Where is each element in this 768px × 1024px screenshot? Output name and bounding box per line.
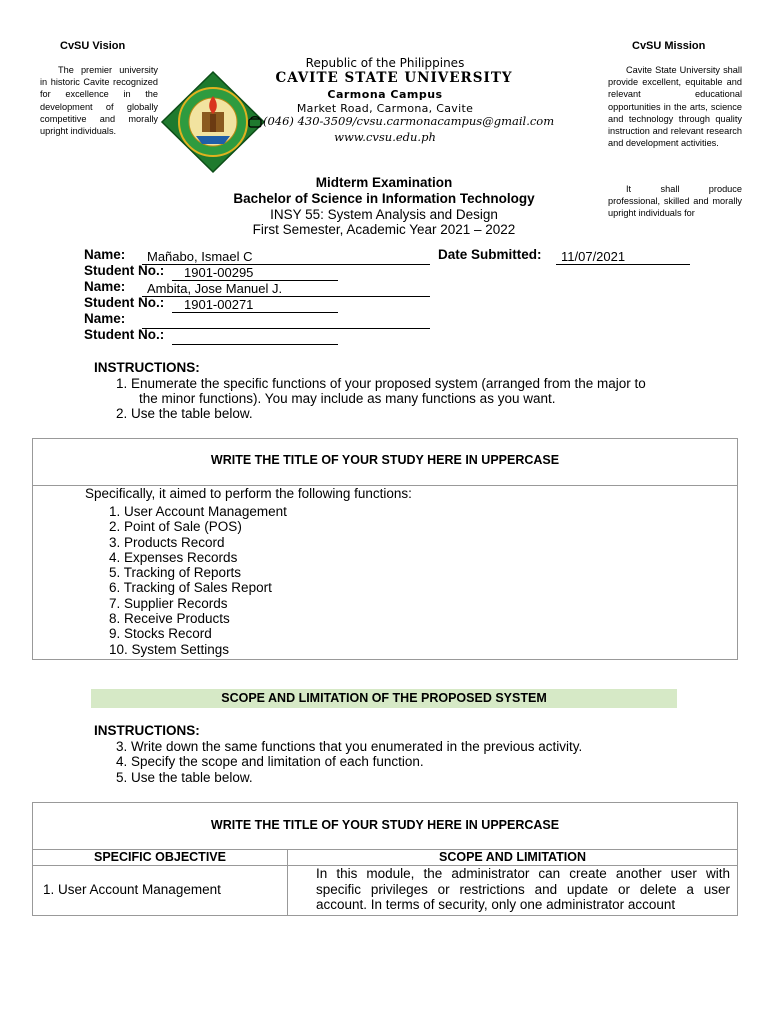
studno-label-1: Student No.: bbox=[84, 263, 165, 278]
functions-table bbox=[32, 438, 738, 660]
list-item: 1. User Account Management bbox=[109, 504, 287, 519]
functions-intro: Specifically, it aimed to perform the following functions: bbox=[85, 486, 412, 501]
mission-text-2: It shall produce professional, skilled and morally upright individuals for bbox=[608, 184, 742, 219]
instruction-5: 5. Use the table below. bbox=[116, 770, 253, 785]
mission-text-1: Cavite State University shall provide excellent, equitable and relevant educational opportunities in the arts, science and technology through quality instruction and relevant research and development activities. bbox=[608, 65, 742, 149]
course-title: INSY 55: System Analysis and Design bbox=[270, 207, 498, 222]
scope-table bbox=[32, 802, 738, 916]
name-field-2[interactable] bbox=[142, 280, 430, 297]
studno-field-2[interactable] bbox=[172, 296, 338, 313]
study-title-placeholder-2: WRITE THE TITLE OF YOUR STUDY HERE IN UPPERCASE bbox=[210, 818, 560, 832]
website: www.cvsu.edu.ph bbox=[334, 130, 436, 144]
instructions-title-1: INSTRUCTIONS: bbox=[94, 360, 200, 375]
studno-value-2: 1901-00271 bbox=[184, 297, 254, 312]
contact-info: (046) 430-3509/cvsu.carmonacampus@gmail.com bbox=[263, 114, 555, 128]
name-field-1[interactable] bbox=[142, 248, 430, 265]
name-value-1: Mañabo, Ismael C bbox=[147, 249, 253, 264]
instructions-title-2: INSTRUCTIONS: bbox=[94, 723, 200, 738]
studno-field-1[interactable] bbox=[172, 264, 338, 281]
university-name: CAVITE STATE UNIVERSITY bbox=[275, 70, 513, 86]
instruction-1: 1. Enumerate the specific functions of your proposed system (arranged from the major to bbox=[116, 376, 646, 391]
studno-label-3: Student No.: bbox=[84, 327, 165, 342]
republic-text: Republic of the Philippines bbox=[305, 56, 465, 70]
studno-field-3[interactable] bbox=[172, 328, 338, 345]
column-header-objective: SPECIFIC OBJECTIVE bbox=[94, 850, 226, 864]
scope-heading: SCOPE AND LIMITATION OF THE PROPOSED SYSTEM bbox=[91, 689, 677, 708]
instruction-2: 2. Use the table below. bbox=[116, 406, 253, 421]
table-row-objective: 1. User Account Management bbox=[43, 882, 221, 897]
table-row-scope: In this module, the administrator can create another user with specific privileges or restrictions and update or delete a user account. In terms of security, only one administrator account bbox=[316, 866, 730, 912]
studno-value-1: 1901-00295 bbox=[184, 265, 254, 280]
instruction-3: 3. Write down the same functions that you enumerated in the previous activity. bbox=[116, 739, 583, 754]
campus-name: Carmona Campus bbox=[327, 88, 443, 101]
list-item: 2. Point of Sale (POS) bbox=[109, 519, 242, 535]
phone-icon bbox=[248, 115, 262, 133]
date-value: 11/07/2021 bbox=[561, 249, 626, 264]
name-field-3[interactable] bbox=[142, 312, 430, 329]
list-item: 9. Stocks Record bbox=[109, 626, 212, 642]
vision-title: CvSU Vision bbox=[60, 40, 126, 52]
list-item: 8. Receive Products bbox=[109, 611, 230, 627]
list-item: 10. System Settings bbox=[109, 641, 230, 657]
degree-program: Bachelor of Science in Information Technology bbox=[233, 191, 535, 206]
list-item: 7. Supplier Records bbox=[109, 595, 228, 611]
list-item: 6. Tracking of Sales Report bbox=[109, 580, 272, 596]
name-label-1: Name: bbox=[84, 247, 126, 262]
name-label-2: Name: bbox=[84, 279, 126, 294]
name-label-3: Name: bbox=[84, 311, 126, 326]
studno-label-2: Student No.: bbox=[84, 295, 165, 310]
date-label: Date Submitted: bbox=[438, 247, 542, 262]
list-item: 5. Tracking of Reports bbox=[109, 565, 242, 581]
mission-title: CvSU Mission bbox=[632, 40, 706, 52]
functions-list bbox=[109, 504, 287, 657]
semester: First Semester, Academic Year 2021 – 2022 bbox=[252, 222, 516, 237]
instruction-4: 4. Specify the scope and limitation of each function. bbox=[116, 754, 424, 769]
list-item: 4. Expenses Records bbox=[109, 549, 238, 565]
name-value-2: Ambita, Jose Manuel J. bbox=[147, 281, 283, 296]
study-title-placeholder-1: WRITE THE TITLE OF YOUR STUDY HERE IN UPPERCASE bbox=[210, 453, 560, 467]
list-item: 3. Products Record bbox=[109, 534, 225, 550]
column-header-scope: SCOPE AND LIMITATION bbox=[439, 850, 586, 864]
campus-address: Market Road, Carmona, Cavite bbox=[296, 102, 474, 115]
exam-title: Midterm Examination bbox=[315, 175, 453, 190]
instruction-1-cont: the minor functions). You may include as many functions as you want. bbox=[139, 391, 556, 406]
vision-text: The premier university in historic Cavite recognized for excellence in the development of globally competitive and morally upright individuals. bbox=[40, 65, 158, 137]
date-field[interactable] bbox=[556, 248, 690, 265]
